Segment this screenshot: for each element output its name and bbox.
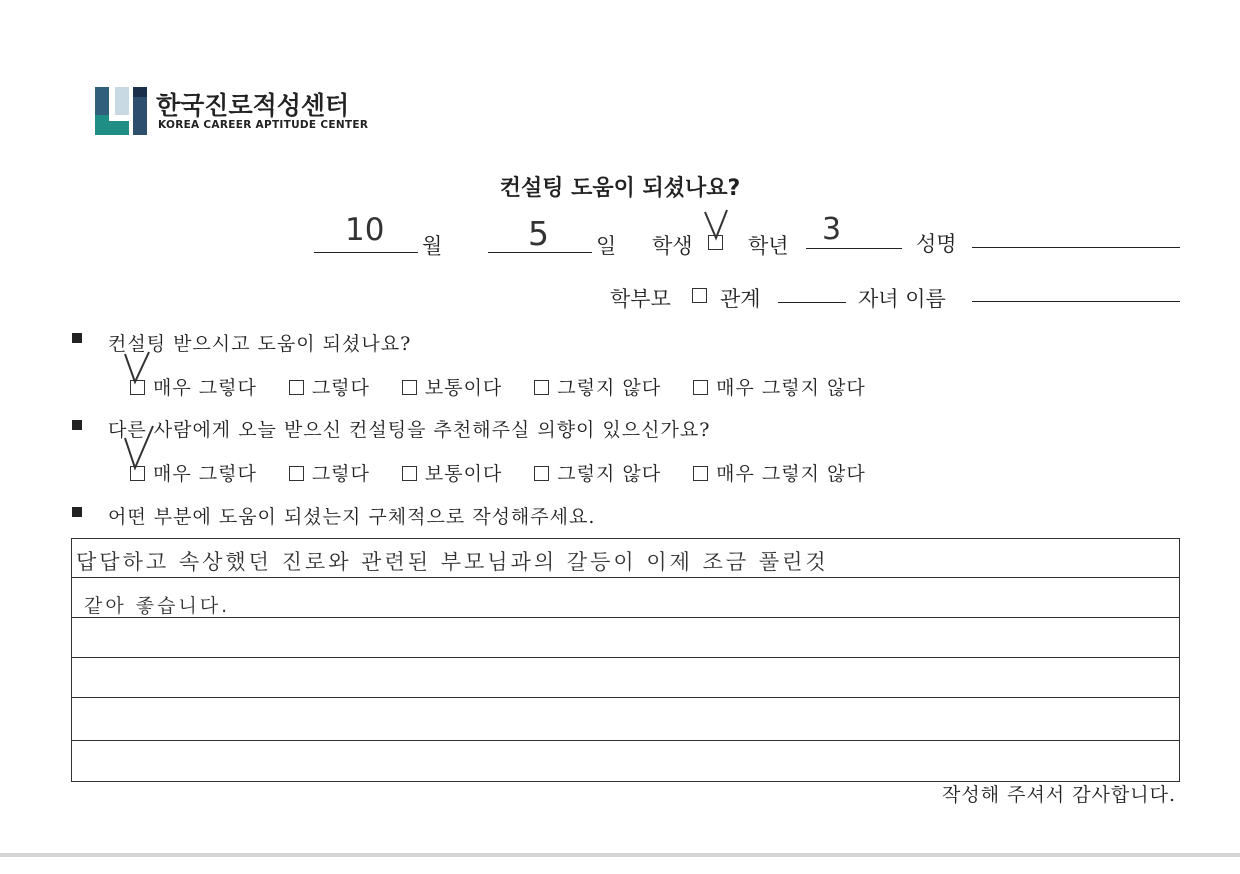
grade-field[interactable] [806, 248, 902, 249]
q2-option-label: 그렇다 [311, 463, 370, 485]
question-2-text: 다른 사람에게 오늘 받으신 컨설팅을 추천해주실 의향이 있으신가요? [108, 419, 711, 441]
answer-rule [71, 740, 1180, 741]
answer-rule [71, 697, 1180, 698]
q2-option-very-disagree[interactable] [693, 459, 866, 486]
name-field[interactable] [972, 247, 1180, 248]
month-label: 월 [422, 234, 443, 258]
answer-line-1: 답답하고 속상했던 진로와 관련된 부모님과의 갈등이 이제 조금 풀린것 [76, 550, 829, 574]
logo-title: 한국진로적성센터 [156, 91, 350, 120]
q2-check-mark [121, 424, 157, 472]
q2-option-checkbox[interactable] [402, 466, 417, 481]
q2-option-neutral[interactable] [402, 459, 502, 486]
q1-option-disagree[interactable] [534, 373, 661, 400]
answer-rule [71, 577, 1180, 578]
relation-field[interactable] [778, 302, 846, 303]
q2-option-agree[interactable] [289, 459, 370, 486]
question-3-bullet [72, 507, 82, 517]
q1-option-neutral[interactable] [402, 373, 502, 400]
grade-value: 3 [822, 212, 842, 247]
parent-checkbox[interactable] [692, 288, 707, 303]
child-name-field[interactable] [972, 301, 1180, 302]
question-2-options [130, 459, 898, 486]
student-check-mark [701, 208, 731, 242]
scan-edge [0, 853, 1240, 857]
question-1-text: 컨설팅 받으시고 도움이 되셨나요? [108, 333, 412, 355]
parent-label: 학부모 [610, 287, 671, 311]
day-value: 5 [528, 214, 549, 253]
day-label: 일 [596, 234, 617, 258]
q2-option-checkbox[interactable] [693, 466, 708, 481]
center-logo [95, 85, 147, 137]
q2-option-checkbox[interactable] [289, 466, 304, 481]
form-title: 컨설팅 도움이 되셨나요? [499, 176, 741, 201]
q2-option-checkbox[interactable] [534, 466, 549, 481]
q1-option-label: 보통이다 [424, 377, 503, 399]
q1-option-label: 그렇다 [311, 377, 370, 399]
q2-option-label: 매우 그렇지 않다 [716, 463, 866, 485]
q1-option-label: 매우 그렇지 않다 [716, 377, 866, 399]
q1-option-label: 그렇지 않다 [557, 377, 662, 399]
answer-line-2: 같아 좋습니다. [84, 595, 231, 617]
q2-option-label: 그렇지 않다 [557, 463, 662, 485]
question-1-options [130, 373, 898, 400]
relation-label: 관계 [720, 287, 761, 311]
logo-subtitle: KOREA CAREER APTITUDE CENTER [158, 119, 369, 131]
q2-option-label: 매우 그렇다 [153, 463, 257, 485]
question-3-text: 어떤 부분에 도움이 되셨는지 구체적으로 작성해주세요. [108, 506, 596, 528]
answer-rule [71, 617, 1180, 618]
q1-option-checkbox[interactable] [693, 380, 708, 395]
month-field[interactable] [314, 252, 418, 253]
thanks-text: 작성해 주셔서 감사합니다. [941, 784, 1176, 806]
child-name-label: 자녀 이름 [858, 287, 946, 311]
q1-option-checkbox[interactable] [289, 380, 304, 395]
q1-option-checkbox[interactable] [534, 380, 549, 395]
q1-option-checkbox[interactable] [402, 380, 417, 395]
q2-option-disagree[interactable] [534, 459, 661, 486]
month-value: 10 [345, 212, 385, 248]
student-label: 학생 [652, 234, 693, 258]
name-label: 성명 [916, 232, 957, 256]
answer-rule [71, 657, 1180, 658]
q1-option-agree[interactable] [289, 373, 370, 400]
q2-option-label: 보통이다 [424, 463, 503, 485]
q1-option-very-disagree[interactable] [693, 373, 866, 400]
q1-option-label: 매우 그렇다 [153, 377, 257, 399]
grade-label: 학년 [748, 234, 789, 258]
question-1-bullet [72, 333, 82, 343]
q1-check-mark [121, 350, 151, 386]
question-2-bullet [72, 420, 82, 430]
